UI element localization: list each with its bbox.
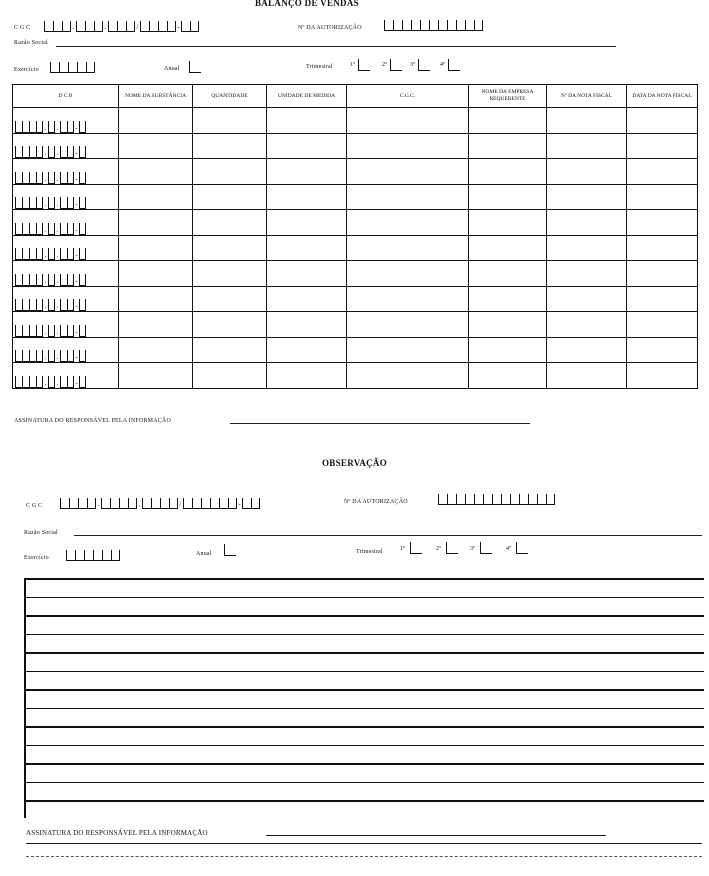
table-cell[interactable] [119,261,193,287]
column-header: Nº DA NOTA FISCAL [547,85,627,108]
table-cell[interactable]: . . - [13,133,119,159]
table-cell[interactable] [267,363,347,389]
table-cell[interactable] [193,286,267,312]
table-cell[interactable] [193,235,267,261]
table-cell[interactable] [469,286,547,312]
table-cell[interactable] [627,312,698,338]
table-cell[interactable] [469,210,547,236]
table-cell[interactable] [347,286,469,312]
observation-line [26,652,704,654]
obs-quarter-2-checkbox[interactable] [446,542,458,554]
obs-cgc-field[interactable]: . . / - [60,497,260,509]
table-cell[interactable] [347,337,469,363]
column-header: NOME DA EMPRESA REQUERENTE [469,85,547,108]
obs-anual-label: Anual [196,551,212,557]
razao-social-label: Razão Social [14,40,48,46]
table-cell[interactable] [469,133,547,159]
table-cell[interactable] [547,337,627,363]
table-cell[interactable] [469,159,547,185]
table-cell[interactable] [193,159,267,185]
obs-quarter-4-label: 4º [506,546,512,552]
bottom-rule [26,843,702,844]
quarter-4-label: 4º [440,62,446,68]
quarter-3-label: 3º [410,62,416,68]
exercicio-label: Exercício [14,67,39,73]
table-cell[interactable] [347,133,469,159]
table-row [13,133,698,159]
table-cell[interactable] [119,235,193,261]
table-cell[interactable]: . . - [13,312,119,338]
table-cell[interactable] [267,108,347,134]
table-row [13,261,698,287]
table-cell[interactable] [469,337,547,363]
quarter-1-checkbox[interactable] [358,59,370,71]
table-row [13,235,698,261]
observation-line [26,745,704,746]
table-cell[interactable] [547,235,627,261]
table-cell[interactable] [547,210,627,236]
obs-quarter-1-checkbox[interactable] [410,542,422,554]
table-cell[interactable] [347,210,469,236]
table-cell[interactable] [193,133,267,159]
observation-line [26,726,704,728]
quarter-4-checkbox[interactable] [448,59,460,71]
observation-line [26,615,704,617]
table-row [13,337,698,363]
table-cell[interactable] [627,133,698,159]
obs-quarter-4-checkbox[interactable] [516,542,528,554]
table-cell[interactable] [347,312,469,338]
quarter-2-label: 2º [382,62,388,68]
obs-authorization-field[interactable] [438,493,555,505]
table-cell[interactable] [193,337,267,363]
table-cell[interactable] [547,363,627,389]
table-cell[interactable] [547,184,627,210]
table-cell[interactable] [627,261,698,287]
table-row [13,108,698,134]
table-cell[interactable]: . . - [13,286,119,312]
signature-label: ASSINATURA DO RESPONSÁVEL PELA INFORMAÇÃO [14,418,171,424]
table-cell[interactable] [547,261,627,287]
table-cell[interactable]: . . - [13,337,119,363]
anual-label: Anual [164,66,180,72]
signature-field[interactable] [230,423,530,424]
table-cell[interactable] [469,184,547,210]
table-cell[interactable] [627,286,698,312]
table-cell[interactable] [119,312,193,338]
observation-line [26,578,704,580]
obs-razao-social-label: Razão Social [24,530,58,536]
observation-line [26,800,704,802]
table-cell[interactable] [267,184,347,210]
observation-text-area[interactable] [24,578,704,818]
table-cell[interactable] [627,108,698,134]
column-header: DATA DA NOTA FISCAL [627,85,698,108]
obs-exercicio-label: Exercício [24,555,49,561]
table-cell[interactable] [547,133,627,159]
observation-line [26,708,704,709]
trimestral-label: Trimestral [306,64,333,70]
column-header: D C B [13,85,119,108]
obs-cgc-label: C G C [26,503,43,509]
table-cell[interactable] [267,312,347,338]
observation-line [26,597,704,598]
table-cell[interactable] [193,312,267,338]
table-cell[interactable] [547,286,627,312]
table-cell[interactable] [627,184,698,210]
table-cell[interactable]: . . - [13,261,119,287]
table-cell[interactable] [547,108,627,134]
column-header: C.G.C. [347,85,469,108]
quarter-3-checkbox[interactable] [418,59,430,71]
obs-quarter-1-label: 1º [400,546,406,552]
table-row [13,159,698,185]
authorization-label: Nº DA AUTORIZAÇÃO [298,25,362,31]
bottom-dotted-rule [26,856,702,857]
obs-razao-social-field[interactable] [74,535,702,536]
table-cell[interactable] [347,363,469,389]
table-cell[interactable]: . . - [13,235,119,261]
observation-line [26,763,704,765]
table-cell[interactable] [267,235,347,261]
table-cell[interactable] [627,235,698,261]
table-cell[interactable] [469,312,547,338]
table-cell[interactable]: . . - [13,108,119,134]
table-cell[interactable] [469,261,547,287]
table-row [13,312,698,338]
column-header: UNIDADE DE MEDIDA [267,85,347,108]
cgc-field[interactable]: . . / - [44,20,199,32]
observation-line [26,689,704,691]
table-cell[interactable] [627,159,698,185]
obs-exercicio-field[interactable] [66,549,120,561]
table-cell[interactable] [267,286,347,312]
obs-signature-field[interactable] [266,835,606,836]
table-cell[interactable]: . . - [13,210,119,236]
table-cell[interactable]: . . - [13,159,119,185]
obs-anual-checkbox[interactable] [224,544,236,556]
table-row [13,363,698,389]
table-row [13,184,698,210]
obs-quarter-3-checkbox[interactable] [480,542,492,554]
observation-line [26,634,704,635]
table-cell[interactable] [469,235,547,261]
table-cell[interactable] [267,159,347,185]
obs-quarter-2-label: 2º [436,546,442,552]
table-cell[interactable] [347,261,469,287]
table-cell[interactable] [267,210,347,236]
table-cell[interactable] [267,337,347,363]
razao-social-field[interactable] [56,46,616,47]
table-row [13,210,698,236]
observacao-title: OBSERVAÇÃO [322,458,388,468]
table-cell[interactable] [193,261,267,287]
table-cell[interactable] [469,363,547,389]
observation-line [26,782,704,783]
table-cell[interactable] [119,286,193,312]
cgc-label: C G C [14,25,31,31]
obs-trimestral-label: Trimestral [356,549,383,555]
table-cell[interactable] [119,159,193,185]
table-cell[interactable] [119,210,193,236]
table-cell[interactable] [119,337,193,363]
table-cell[interactable] [119,363,193,389]
table-cell[interactable] [547,159,627,185]
table-cell[interactable] [193,108,267,134]
quarter-1-label: 1º [350,62,356,68]
table-cell[interactable] [267,261,347,287]
obs-quarter-3-label: 3º [470,546,476,552]
obs-signature-label: ASSINATURA DO RESPONSÁVEL PELA INFORMAÇÃO [26,829,208,837]
table-cell[interactable]: . . - [13,184,119,210]
table-cell[interactable] [119,108,193,134]
table-cell[interactable] [193,363,267,389]
quarter-2-checkbox[interactable] [390,59,402,71]
table-cell[interactable] [119,133,193,159]
table-body [13,108,698,389]
exercicio-field[interactable] [50,61,95,73]
sales-table [12,84,698,389]
table-cell[interactable] [119,184,193,210]
table-cell[interactable] [347,235,469,261]
table-cell[interactable] [627,363,698,389]
table-cell[interactable] [627,337,698,363]
table-cell[interactable] [347,184,469,210]
form-title: BALANÇO DE VENDAS [255,0,359,8]
table-cell[interactable]: . . - [13,363,119,389]
column-header: NOME DA SUBSTÂNCIA [119,85,193,108]
table-cell[interactable] [267,133,347,159]
table-row [13,286,698,312]
observation-line [26,671,704,672]
column-header: QUANTIDADE [193,85,267,108]
table-header-row [13,85,698,108]
anual-checkbox[interactable] [189,61,201,73]
table-cell[interactable] [347,108,469,134]
table-cell[interactable] [193,184,267,210]
table-cell[interactable] [547,312,627,338]
authorization-field[interactable] [384,19,483,31]
table-cell[interactable] [627,210,698,236]
table-cell[interactable] [469,108,547,134]
table-cell[interactable] [193,210,267,236]
table-cell[interactable] [347,159,469,185]
obs-authorization-label: Nº DA AUTORIZAÇÃO [344,499,408,505]
